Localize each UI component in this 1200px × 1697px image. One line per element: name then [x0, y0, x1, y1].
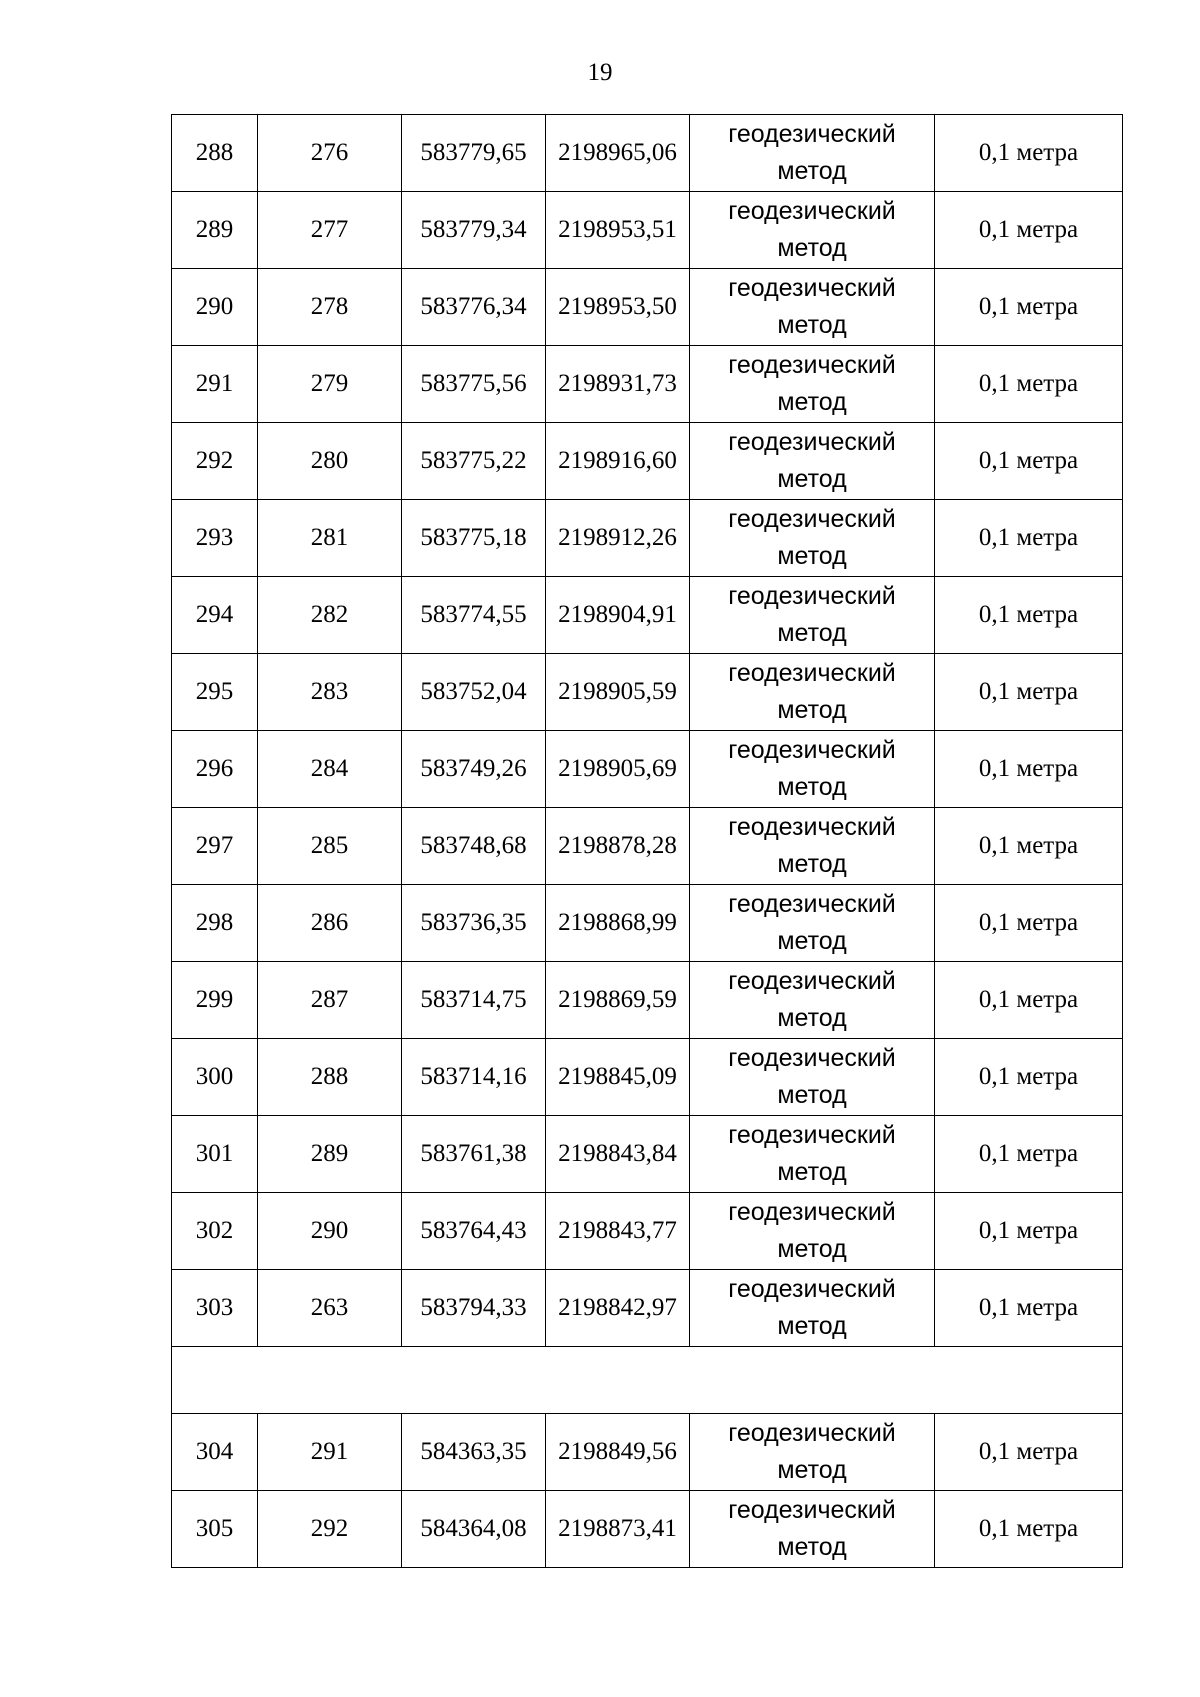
- point-number-cell: 288: [258, 1039, 402, 1116]
- method-line-2: метод: [777, 696, 847, 724]
- row-number-cell: 292: [172, 423, 258, 500]
- method-cell: [690, 1270, 935, 1347]
- method-cell: [690, 192, 935, 269]
- method-line-1: геодезический: [728, 1198, 896, 1226]
- point-number-cell: 280: [258, 423, 402, 500]
- table-row: [172, 423, 1123, 500]
- x-coordinate-cell: 583779,65: [402, 115, 546, 192]
- method-line-1: геодезический: [728, 1496, 896, 1524]
- method-line-1: геодезический: [728, 428, 896, 456]
- accuracy-cell: 0,1 метра: [935, 885, 1123, 962]
- x-coordinate-cell: 583775,18: [402, 500, 546, 577]
- x-coordinate-cell: 583736,35: [402, 885, 546, 962]
- accuracy-cell: 0,1 метра: [935, 1039, 1123, 1116]
- y-coordinate-cell: 2198953,50: [546, 269, 690, 346]
- x-coordinate-cell: 583714,16: [402, 1039, 546, 1116]
- method-line-1: геодезический: [728, 967, 896, 995]
- point-number-cell: 276: [258, 115, 402, 192]
- accuracy-cell: 0,1 метра: [935, 654, 1123, 731]
- accuracy-cell: 0,1 метра: [935, 1116, 1123, 1193]
- y-coordinate-cell: 2198849,56: [546, 1414, 690, 1491]
- accuracy-cell: 0,1 метра: [935, 500, 1123, 577]
- table-row: [172, 1116, 1123, 1193]
- accuracy-cell: 0,1 метра: [935, 1193, 1123, 1270]
- method-line-1: геодезический: [728, 813, 896, 841]
- accuracy-cell: 0,1 метра: [935, 115, 1123, 192]
- point-number-cell: 290: [258, 1193, 402, 1270]
- method-cell: [690, 269, 935, 346]
- point-number-cell: 278: [258, 269, 402, 346]
- accuracy-cell: 0,1 метра: [935, 269, 1123, 346]
- row-number-cell: 305: [172, 1491, 258, 1568]
- method-cell: [690, 1116, 935, 1193]
- point-number-cell: 291: [258, 1414, 402, 1491]
- table-row: [172, 885, 1123, 962]
- row-number-cell: 288: [172, 115, 258, 192]
- method-cell: [690, 1414, 935, 1491]
- accuracy-cell: 0,1 метра: [935, 1414, 1123, 1491]
- accuracy-cell: 0,1 метра: [935, 731, 1123, 808]
- coordinates-table-body: [172, 115, 1123, 1568]
- method-line-1: геодезический: [728, 1121, 896, 1149]
- row-number-cell: 297: [172, 808, 258, 885]
- table-row: [172, 115, 1123, 192]
- x-coordinate-cell: 583794,33: [402, 1270, 546, 1347]
- table-row: [172, 808, 1123, 885]
- row-number-cell: 294: [172, 577, 258, 654]
- method-cell: [690, 962, 935, 1039]
- blank-cell: [172, 1347, 1123, 1414]
- method-line-2: метод: [777, 1312, 847, 1340]
- y-coordinate-cell: 2198905,59: [546, 654, 690, 731]
- method-cell: [690, 1193, 935, 1270]
- x-coordinate-cell: 583775,22: [402, 423, 546, 500]
- method-line-2: метод: [777, 542, 847, 570]
- accuracy-cell: 0,1 метра: [935, 423, 1123, 500]
- method-cell: [690, 885, 935, 962]
- table-row: [172, 654, 1123, 731]
- y-coordinate-cell: 2198878,28: [546, 808, 690, 885]
- table-row: [172, 577, 1123, 654]
- method-line-1: геодезический: [728, 120, 896, 148]
- method-line-2: метод: [777, 1235, 847, 1263]
- row-number-cell: 303: [172, 1270, 258, 1347]
- method-line-1: геодезический: [728, 736, 896, 764]
- method-cell: [690, 500, 935, 577]
- method-line-2: метод: [777, 1081, 847, 1109]
- y-coordinate-cell: 2198845,09: [546, 1039, 690, 1116]
- method-line-2: метод: [777, 1158, 847, 1186]
- y-coordinate-cell: 2198912,26: [546, 500, 690, 577]
- x-coordinate-cell: 584364,08: [402, 1491, 546, 1568]
- y-coordinate-cell: 2198916,60: [546, 423, 690, 500]
- x-coordinate-cell: 583764,43: [402, 1193, 546, 1270]
- table-row: [172, 500, 1123, 577]
- point-number-cell: 283: [258, 654, 402, 731]
- method-cell: [690, 346, 935, 423]
- row-number-cell: 301: [172, 1116, 258, 1193]
- method-line-1: геодезический: [728, 1275, 896, 1303]
- point-number-cell: 285: [258, 808, 402, 885]
- method-line-1: геодезический: [728, 197, 896, 225]
- accuracy-cell: 0,1 метра: [935, 808, 1123, 885]
- y-coordinate-cell: 2198843,84: [546, 1116, 690, 1193]
- row-number-cell: 289: [172, 192, 258, 269]
- page-number: 19: [587, 59, 613, 86]
- method-line-1: геодезический: [728, 505, 896, 533]
- point-number-cell: 281: [258, 500, 402, 577]
- row-number-cell: 298: [172, 885, 258, 962]
- y-coordinate-cell: 2198965,06: [546, 115, 690, 192]
- x-coordinate-cell: 583749,26: [402, 731, 546, 808]
- accuracy-cell: 0,1 метра: [935, 346, 1123, 423]
- method-cell: [690, 423, 935, 500]
- table-row: [172, 1270, 1123, 1347]
- row-number-cell: 291: [172, 346, 258, 423]
- x-coordinate-cell: 583752,04: [402, 654, 546, 731]
- method-line-2: метод: [777, 773, 847, 801]
- table-row: [172, 962, 1123, 1039]
- table-row: [172, 192, 1123, 269]
- method-line-2: метод: [777, 1533, 847, 1561]
- x-coordinate-cell: 583775,56: [402, 346, 546, 423]
- row-number-cell: 302: [172, 1193, 258, 1270]
- method-cell: [690, 1491, 935, 1568]
- x-coordinate-cell: 583779,34: [402, 192, 546, 269]
- method-line-2: метод: [777, 388, 847, 416]
- accuracy-cell: 0,1 метра: [935, 1491, 1123, 1568]
- method-cell: [690, 577, 935, 654]
- y-coordinate-cell: 2198869,59: [546, 962, 690, 1039]
- table-row: [172, 731, 1123, 808]
- method-line-1: геодезический: [728, 582, 896, 610]
- x-coordinate-cell: 584363,35: [402, 1414, 546, 1491]
- table-row: [172, 346, 1123, 423]
- row-number-cell: 296: [172, 731, 258, 808]
- row-number-cell: 293: [172, 500, 258, 577]
- method-cell: [690, 115, 935, 192]
- y-coordinate-cell: 2198953,51: [546, 192, 690, 269]
- method-line-1: геодезический: [728, 1044, 896, 1072]
- y-coordinate-cell: 2198843,77: [546, 1193, 690, 1270]
- table-row: [172, 1039, 1123, 1116]
- method-line-2: метод: [777, 619, 847, 647]
- accuracy-cell: 0,1 метра: [935, 192, 1123, 269]
- method-line-2: метод: [777, 465, 847, 493]
- blank-row: [172, 1347, 1123, 1414]
- row-number-cell: 300: [172, 1039, 258, 1116]
- accuracy-cell: 0,1 метра: [935, 1270, 1123, 1347]
- table-row: [172, 1414, 1123, 1491]
- x-coordinate-cell: 583776,34: [402, 269, 546, 346]
- method-cell: [690, 808, 935, 885]
- method-line-2: метод: [777, 1004, 847, 1032]
- x-coordinate-cell: 583748,68: [402, 808, 546, 885]
- y-coordinate-cell: 2198868,99: [546, 885, 690, 962]
- method-line-2: метод: [777, 157, 847, 185]
- y-coordinate-cell: 2198904,91: [546, 577, 690, 654]
- y-coordinate-cell: 2198931,73: [546, 346, 690, 423]
- method-line-1: геодезический: [728, 351, 896, 379]
- point-number-cell: 286: [258, 885, 402, 962]
- point-number-cell: 277: [258, 192, 402, 269]
- method-line-1: геодезический: [728, 1419, 896, 1447]
- point-number-cell: 284: [258, 731, 402, 808]
- method-line-2: метод: [777, 311, 847, 339]
- row-number-cell: 299: [172, 962, 258, 1039]
- accuracy-cell: 0,1 метра: [935, 962, 1123, 1039]
- point-number-cell: 279: [258, 346, 402, 423]
- x-coordinate-cell: 583714,75: [402, 962, 546, 1039]
- table-row: [172, 1491, 1123, 1568]
- point-number-cell: 287: [258, 962, 402, 1039]
- y-coordinate-cell: 2198842,97: [546, 1270, 690, 1347]
- accuracy-cell: 0,1 метра: [935, 577, 1123, 654]
- point-number-cell: 263: [258, 1270, 402, 1347]
- x-coordinate-cell: 583761,38: [402, 1116, 546, 1193]
- table-row: [172, 1193, 1123, 1270]
- coordinates-table: [171, 114, 1123, 1568]
- method-cell: [690, 731, 935, 808]
- method-cell: [690, 1039, 935, 1116]
- table-row: [172, 269, 1123, 346]
- method-line-2: метод: [777, 927, 847, 955]
- method-line-2: метод: [777, 850, 847, 878]
- y-coordinate-cell: 2198873,41: [546, 1491, 690, 1568]
- point-number-cell: 289: [258, 1116, 402, 1193]
- method-line-1: геодезический: [728, 890, 896, 918]
- point-number-cell: 292: [258, 1491, 402, 1568]
- method-cell: [690, 654, 935, 731]
- method-line-2: метод: [777, 234, 847, 262]
- y-coordinate-cell: 2198905,69: [546, 731, 690, 808]
- method-line-1: геодезический: [728, 274, 896, 302]
- row-number-cell: 304: [172, 1414, 258, 1491]
- method-line-2: метод: [777, 1456, 847, 1484]
- method-line-1: геодезический: [728, 659, 896, 687]
- x-coordinate-cell: 583774,55: [402, 577, 546, 654]
- row-number-cell: 295: [172, 654, 258, 731]
- row-number-cell: 290: [172, 269, 258, 346]
- point-number-cell: 282: [258, 577, 402, 654]
